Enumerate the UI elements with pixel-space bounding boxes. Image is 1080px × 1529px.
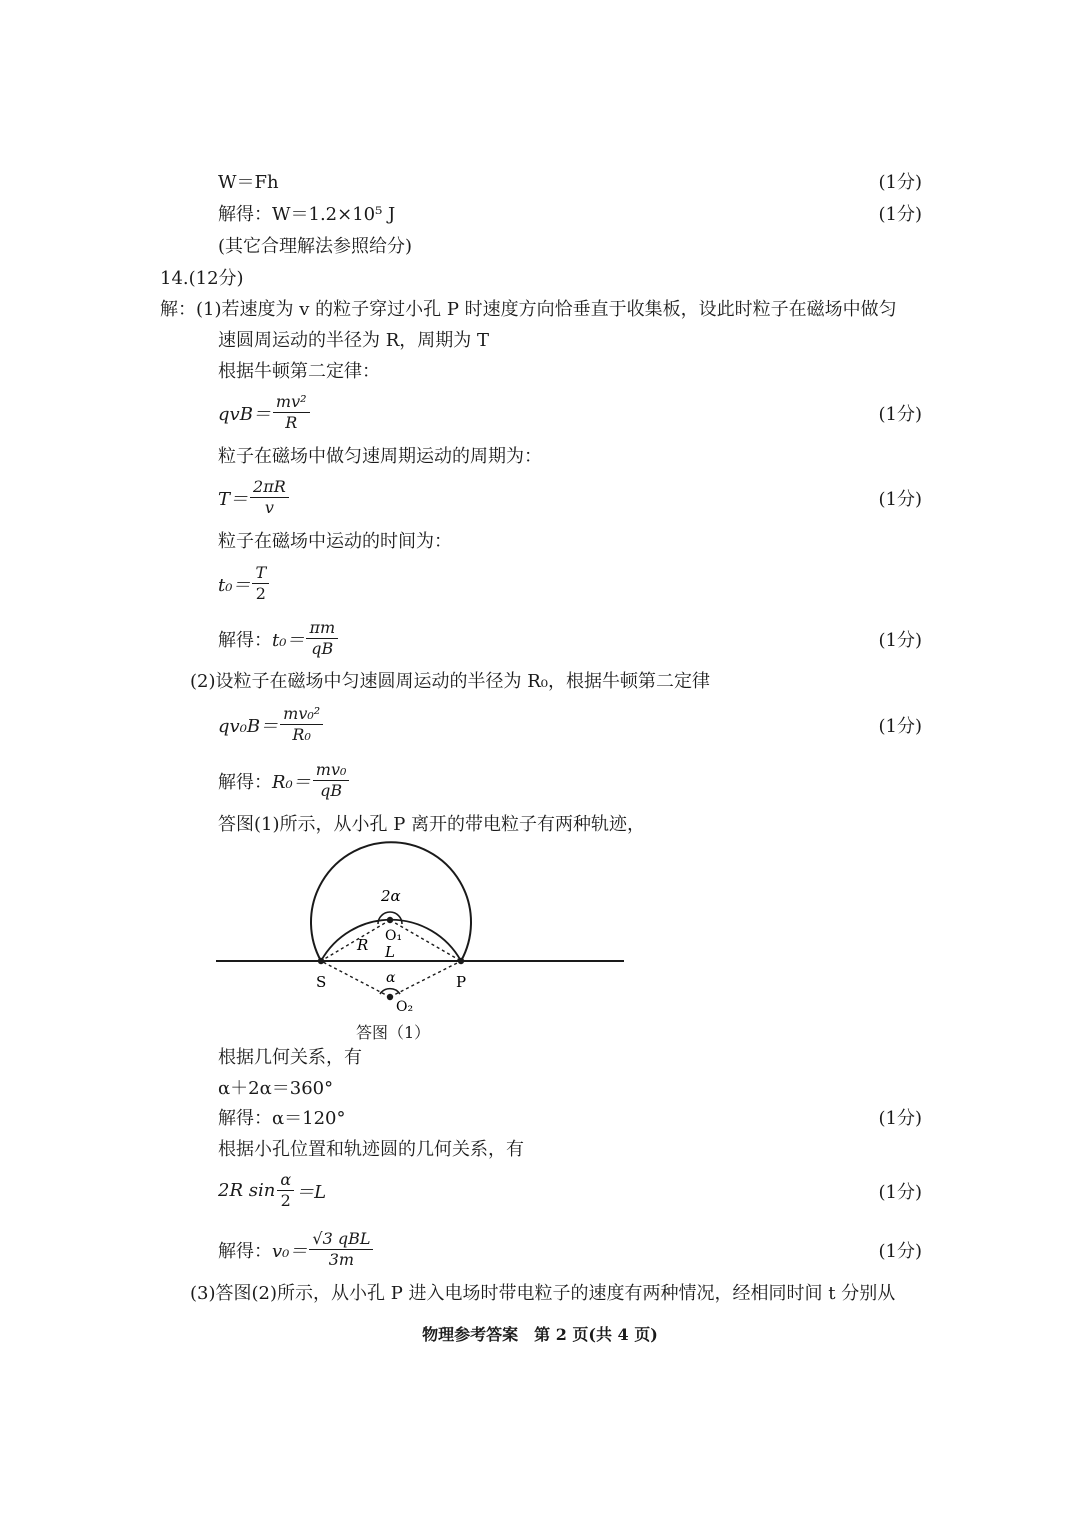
fraction bbox=[280, 704, 323, 745]
denominator: R bbox=[285, 413, 298, 432]
q14-part1-line1: 解：(1)若速度为 v 的粒子穿过小孔 P 时速度方向恰垂直于收集板，设此时粒子在磁场中做匀 bbox=[160, 299, 897, 320]
score-label: (1分) bbox=[878, 204, 922, 225]
label-o1: O₁ bbox=[385, 928, 403, 944]
period-intro: 粒子在磁场中做匀速周期运动的周期为： bbox=[218, 446, 542, 467]
fraction bbox=[313, 760, 350, 801]
label-alpha: α bbox=[386, 970, 396, 986]
fraction bbox=[250, 477, 289, 518]
q14-part1-line2: 速圆周运动的半径为 R，周期为 T bbox=[218, 330, 490, 351]
formula-lhs: v₀＝ bbox=[272, 1240, 308, 1262]
formula-v0-result bbox=[218, 1229, 375, 1270]
note-other-methods: (其它合理解法参照给分) bbox=[218, 236, 413, 257]
page-footer: 物理参考答案 第 2 页(共 4 页) bbox=[422, 1325, 658, 1344]
numerator: πm bbox=[306, 618, 338, 639]
point-s bbox=[318, 958, 324, 964]
radius-o2-s bbox=[321, 961, 390, 997]
denominator: 2 bbox=[280, 1191, 291, 1210]
formula-lhs: R₀＝ bbox=[272, 771, 311, 793]
solve-prefix: 解得： bbox=[218, 1240, 272, 1262]
newton-intro-1: 根据牛顿第二定律： bbox=[218, 361, 380, 382]
formula-rhs: ＝L bbox=[296, 1181, 327, 1203]
point-p bbox=[458, 958, 464, 964]
fraction bbox=[273, 392, 310, 433]
formula-w-fh: W＝Fh bbox=[218, 172, 279, 193]
score-label: (1分) bbox=[878, 172, 922, 193]
label-r: R bbox=[357, 936, 369, 954]
formula-lhs: t₀＝ bbox=[218, 574, 251, 596]
fraction bbox=[277, 1170, 294, 1211]
part3-intro: (3)答图(2)所示，从小孔 P 进入电场时带电粒子的速度有两种情况，经相同时间 t 分别从 bbox=[190, 1283, 896, 1304]
result-w: 解得：W＝1.2×10⁵ J bbox=[218, 204, 396, 225]
denominator: qB bbox=[320, 781, 343, 800]
formula-qvB bbox=[218, 392, 312, 433]
point-o2 bbox=[387, 994, 393, 1000]
denominator: R₀ bbox=[292, 725, 311, 744]
fraction bbox=[252, 563, 269, 604]
formula-lhs: qv₀B＝ bbox=[218, 715, 279, 737]
formula-period bbox=[218, 477, 291, 518]
denominator: 2 bbox=[255, 584, 266, 603]
formula-qv0B bbox=[218, 704, 325, 745]
formula-lhs: qvB＝ bbox=[218, 403, 271, 425]
label-s: S bbox=[316, 973, 327, 991]
score-label: (1分) bbox=[878, 1108, 922, 1129]
geometry-intro: 根据几何关系，有 bbox=[218, 1047, 362, 1068]
numerator: √3 qBL bbox=[309, 1229, 373, 1250]
solve-prefix: 解得： bbox=[218, 629, 272, 651]
figure-caption: 答图（1） bbox=[356, 1023, 431, 1042]
formula-sin bbox=[218, 1170, 326, 1211]
score-label: (1分) bbox=[878, 630, 922, 651]
formula-lhs: t₀＝ bbox=[272, 629, 305, 651]
numerator: 2πR bbox=[250, 477, 289, 498]
angle-result: 解得：α＝120° bbox=[218, 1108, 346, 1129]
geometry2-intro: 根据小孔位置和轨迹圆的几何关系，有 bbox=[218, 1139, 524, 1160]
label-2alpha: 2α bbox=[381, 887, 401, 905]
part2-intro: (2)设粒子在磁场中匀速圆周运动的半径为 R₀，根据牛顿第二定律 bbox=[190, 671, 710, 692]
formula-t0 bbox=[218, 563, 271, 604]
fraction bbox=[306, 618, 338, 659]
denominator: qB bbox=[311, 639, 334, 658]
formula-lhs: T＝ bbox=[218, 488, 249, 510]
point-o1 bbox=[387, 917, 393, 923]
formula-R0-result bbox=[218, 760, 351, 801]
trajectory-diagram bbox=[210, 840, 630, 1020]
numerator: mv₀² bbox=[280, 704, 323, 725]
formula-t0-result bbox=[218, 618, 340, 659]
numerator: mv₀ bbox=[313, 760, 350, 781]
numerator: α bbox=[277, 1170, 294, 1191]
label-o2: O₂ bbox=[396, 999, 414, 1015]
time-intro: 粒子在磁场中运动的时间为： bbox=[218, 531, 452, 552]
score-label: (1分) bbox=[878, 1182, 922, 1203]
radius-o2-p bbox=[390, 961, 461, 997]
formula-lhs: 2R sin bbox=[218, 1180, 276, 1201]
label-l: L bbox=[385, 943, 395, 961]
figure-intro: 答图(1)所示，从小孔 P 离开的带电粒子有两种轨迹， bbox=[218, 814, 646, 835]
question-14-header: 14.(12分) bbox=[160, 268, 244, 289]
score-label: (1分) bbox=[878, 1241, 922, 1262]
score-label: (1分) bbox=[878, 489, 922, 510]
solve-prefix: 解得： bbox=[218, 771, 272, 793]
fraction bbox=[309, 1229, 373, 1270]
radius-o1-s bbox=[321, 920, 390, 961]
label-p: P bbox=[456, 973, 467, 991]
denominator: v bbox=[264, 498, 274, 517]
angle-equation: α＋2α＝360° bbox=[218, 1078, 334, 1099]
score-label: (1分) bbox=[878, 404, 922, 425]
numerator: mv² bbox=[273, 392, 310, 413]
score-label: (1分) bbox=[878, 716, 922, 737]
numerator: T bbox=[252, 563, 269, 584]
denominator: 3m bbox=[328, 1250, 355, 1269]
